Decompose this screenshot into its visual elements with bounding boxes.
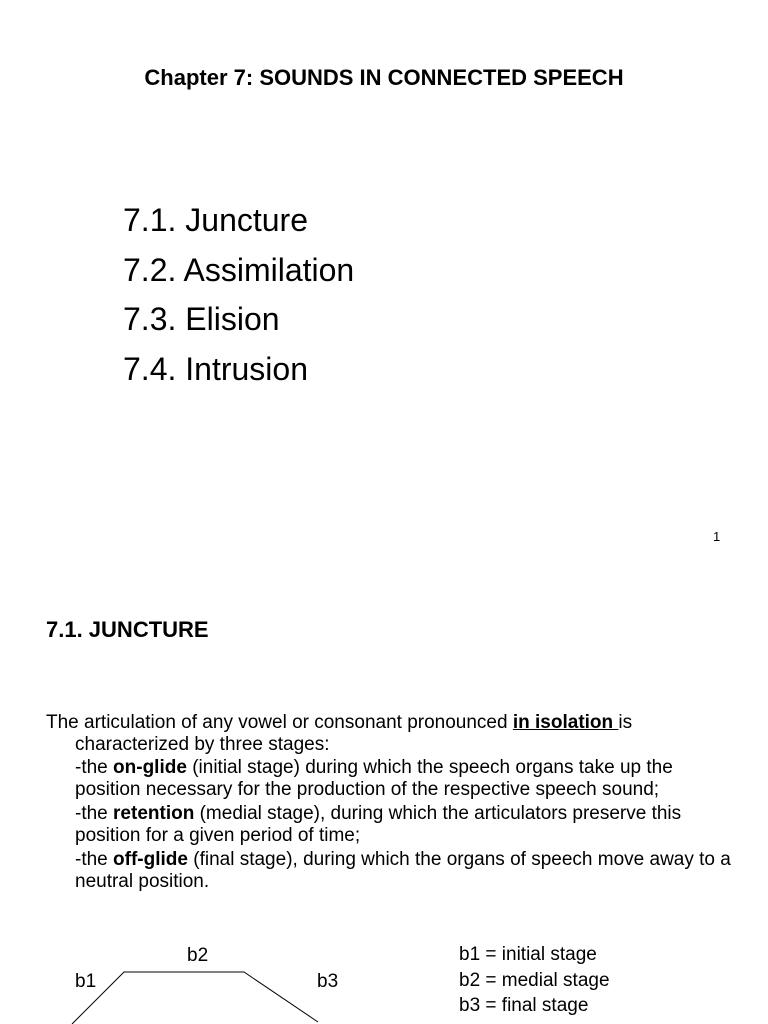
body-text [46, 712, 736, 895]
articulation-curve [72, 972, 318, 1024]
term-retention: retention [113, 803, 195, 824]
table-of-contents [123, 196, 354, 394]
term-on-glide: on-glide [113, 757, 187, 778]
section-heading: 7.1. JUNCTURE [46, 617, 209, 642]
stage-prefix: -the [75, 803, 114, 824]
in-isolation-emphasis: in isolation [512, 712, 619, 733]
stage-retention [46, 803, 736, 846]
diagram-label-b3: b3 [317, 971, 339, 992]
stage-on-glide [46, 757, 736, 800]
articulation-stages-diagram [0, 940, 440, 1024]
legend-item-b3: b3 = final stage [459, 995, 589, 1016]
legend-item-b2: b2 = medial stage [459, 969, 610, 991]
toc-item-juncture: 7.1. Juncture [123, 202, 308, 238]
intro-text-after: is characterized by three stages: [75, 712, 633, 755]
diagram-legend [459, 942, 610, 1019]
toc-item-assimilation: 7.2. Assimilation [123, 251, 355, 288]
intro-text-before: The articulation of any vowel or consonant pronounced [46, 712, 513, 733]
intro-paragraph [46, 712, 736, 755]
page-number: 1 [713, 529, 721, 544]
diagram-label-b2: b2 [187, 945, 209, 966]
stage-prefix: -the [75, 757, 114, 778]
legend-item-b1: b1 = initial stage [459, 944, 597, 965]
stage-description: (final stage), during which the organs of speech move away to a neutral position. [75, 849, 731, 892]
toc-item-elision: 7.3. Elision [123, 301, 280, 337]
toc-item-intrusion: 7.4. Intrusion [123, 350, 308, 387]
chapter-title: Chapter 7: SOUNDS IN CONNECTED SPEECH [144, 65, 624, 90]
diagram-label-b1: b1 [75, 971, 97, 992]
stage-prefix: -the [75, 849, 114, 870]
stage-description: (medial stage), during which the articulators preserve this position for a given period of time; [75, 803, 682, 846]
term-off-glide: off-glide [113, 849, 188, 870]
stage-off-glide [46, 849, 736, 892]
stage-description: (initial stage) during which the speech organs take up the position necessary for the production of the respective speech sound; [75, 757, 673, 800]
